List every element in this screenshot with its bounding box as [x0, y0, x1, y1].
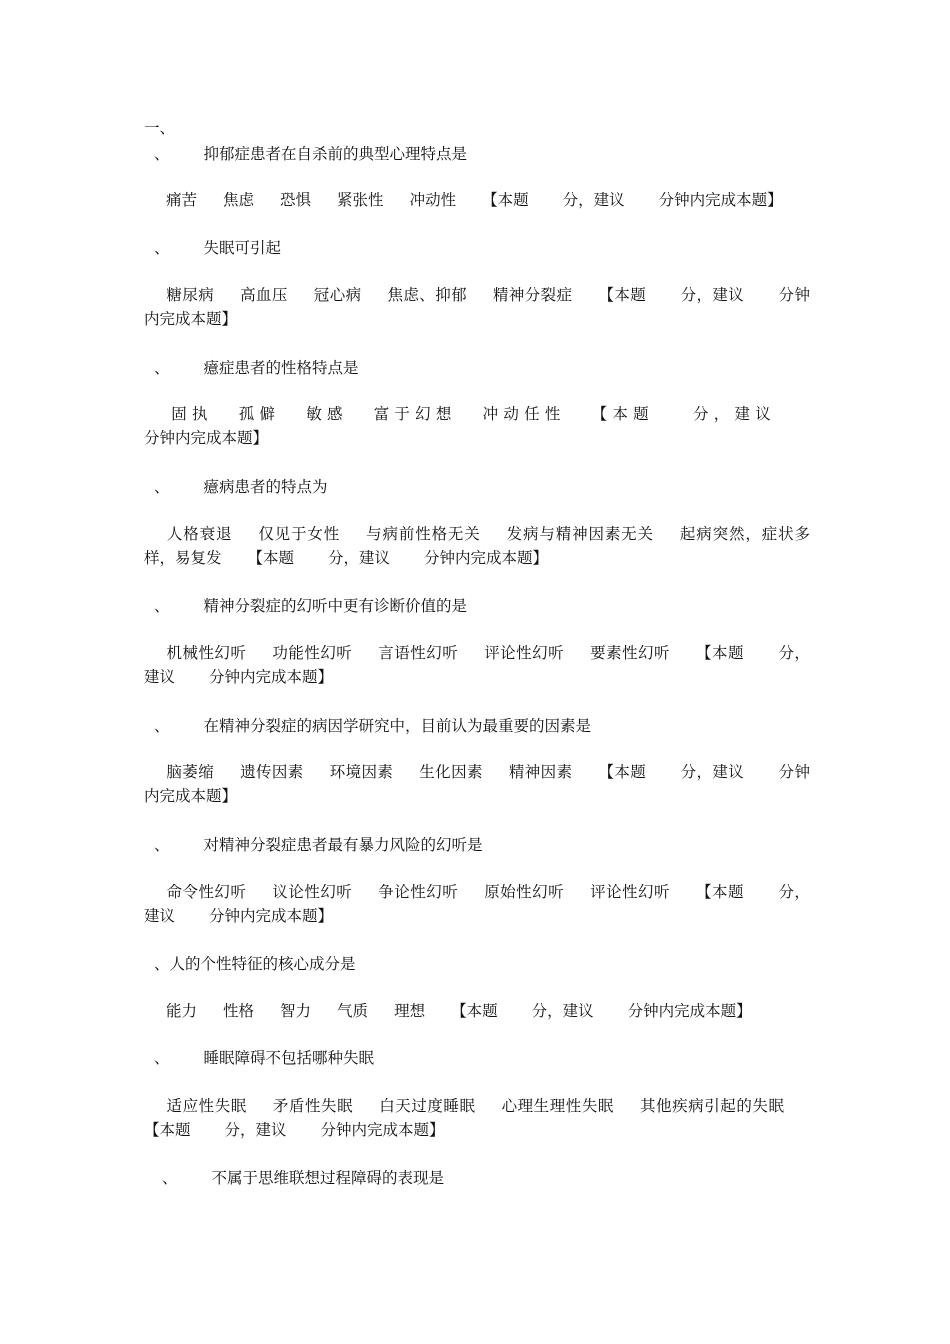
question-options	[144, 402, 810, 450]
score-note-mid: 分，建议	[531, 1002, 594, 1020]
score-note-close: 分钟内完成本题】	[320, 1121, 445, 1139]
question-options	[144, 283, 810, 331]
score-note-open: 【本题	[482, 191, 529, 209]
option: 起病突然，症状多样，易复发	[144, 525, 810, 567]
option: 冲动任性	[482, 405, 566, 423]
option: 矛盾性失眠	[272, 1097, 354, 1115]
option: 性格	[223, 1002, 255, 1020]
option: 精神因素	[508, 763, 573, 781]
score-note-open: 【本题	[598, 763, 647, 781]
option: 发病与精神因素无关	[506, 525, 654, 543]
score-note-open: 【本题	[451, 1002, 498, 1020]
question-text: 在精神分裂症的病因学研究中，目前认为最重要的因素是	[203, 717, 592, 735]
option: 言语性幻听	[378, 644, 459, 662]
question-stem	[144, 714, 824, 738]
question-stem	[144, 142, 824, 166]
option: 冠心病	[313, 286, 362, 304]
question-text: 癔病患者的特点为	[203, 478, 328, 496]
score-note-mid: 分，建议	[680, 286, 745, 304]
option: 白天过度睡眠	[379, 1097, 476, 1115]
option: 痛苦	[166, 191, 198, 209]
option: 固执	[166, 405, 213, 423]
question-text: 癔症患者的性格特点是	[203, 359, 359, 377]
question-text: 精神分裂症的幻听中更有诊断价值的是	[203, 597, 468, 615]
option: 人格衰退	[166, 525, 233, 543]
question-text: 睡眠障碍不包括哪种失眠	[203, 1049, 375, 1067]
option: 敏感	[306, 405, 348, 423]
score-note-open: 【本题	[598, 286, 647, 304]
question-prefix: 、	[154, 145, 170, 163]
score-note-close: 分钟内完成本题】	[209, 668, 334, 686]
question-prefix: 、	[154, 836, 170, 854]
score-note-close: 分钟内完成本题】	[424, 549, 549, 567]
question-prefix: 、	[154, 478, 170, 496]
score-note-mid: 分，建议	[680, 763, 745, 781]
question-options	[144, 760, 810, 808]
option: 与病前性格无关	[366, 525, 481, 543]
score-note-open: 【本题	[591, 405, 654, 423]
score-note-close: 分钟内完成本题】	[144, 763, 810, 805]
question-options	[144, 522, 810, 570]
score-note-close: 分钟内完成本题】	[144, 429, 269, 447]
option: 孤僻	[238, 405, 281, 423]
option: 紧张性	[337, 191, 384, 209]
option: 其他疾病引起的失眠	[639, 1097, 784, 1115]
score-note-mid: 分，建议	[144, 644, 810, 686]
question-options	[144, 1094, 810, 1142]
option: 糖尿病	[166, 286, 215, 304]
option: 智力	[280, 1002, 312, 1020]
option: 适应性失眠	[166, 1097, 247, 1115]
question-text: 抑郁症患者在自杀前的典型心理特点是	[203, 145, 468, 163]
score-note-open: 【本题	[696, 883, 744, 901]
question-prefix: 、	[154, 597, 170, 615]
option: 评论性幻听	[590, 883, 671, 901]
option: 议论性幻听	[272, 883, 353, 901]
question-stem	[144, 1166, 824, 1190]
question-options	[144, 880, 810, 928]
score-note-open: 【本题	[696, 644, 744, 662]
option: 评论性幻听	[484, 644, 565, 662]
option: 精神分裂症	[492, 286, 573, 304]
option: 环境因素	[329, 763, 394, 781]
question-options	[144, 188, 810, 212]
question-stem	[144, 833, 824, 857]
question-stem	[144, 236, 824, 260]
option: 脑萎缩	[166, 763, 215, 781]
question-prefix: 、	[154, 239, 170, 257]
question-prefix: 、	[154, 359, 170, 377]
option: 恐惧	[280, 191, 312, 209]
option: 能力	[166, 1002, 198, 1020]
option: 焦虑	[223, 191, 255, 209]
score-note-mid: 分，建议	[144, 883, 810, 925]
option: 争论性幻听	[378, 883, 459, 901]
question-stem	[144, 475, 824, 499]
option: 高血压	[240, 286, 288, 304]
score-note-open: 【本题	[144, 1121, 191, 1139]
option: 命令性幻听	[166, 883, 247, 901]
question-prefix: 、	[162, 1169, 178, 1187]
option: 遗传因素	[240, 763, 304, 781]
option: 机械性幻听	[166, 644, 247, 662]
score-note-close: 分钟内完成本题】	[209, 907, 334, 925]
option: 理想	[394, 1002, 426, 1020]
option: 富于幻想	[373, 405, 457, 423]
option: 功能性幻听	[272, 644, 353, 662]
score-note-close: 分钟内完成本题】	[144, 286, 810, 328]
score-note-mid: 分，建议	[562, 191, 625, 209]
section-title: 一、	[144, 119, 176, 137]
score-note-close: 分钟内完成本题】	[627, 1002, 752, 1020]
question-prefix: 、	[154, 1049, 170, 1067]
option: 仅见于女性	[258, 525, 341, 543]
score-note-close: 分钟内完成本题】	[658, 191, 783, 209]
option: 心理生理性失眠	[501, 1097, 614, 1115]
score-note-mid: 分，建议	[687, 405, 776, 423]
question-text: 不属于思维联想过程障碍的表现是	[211, 1169, 445, 1187]
question-stem	[144, 1046, 824, 1070]
option: 气质	[337, 1002, 369, 1020]
question-prefix: 、	[154, 717, 170, 735]
option: 要素性幻听	[590, 644, 671, 662]
question-text: 失眠可引起	[203, 239, 282, 257]
question-stem	[144, 952, 824, 976]
option: 焦虑、抑郁	[387, 286, 467, 304]
score-note-mid: 分，建议	[328, 549, 391, 567]
question-options	[144, 999, 810, 1023]
option: 生化因素	[419, 763, 483, 781]
question-options	[144, 641, 810, 689]
question-stem	[144, 594, 824, 618]
question-text: 人的个性特征的核心成分是	[169, 955, 356, 973]
question-prefix: 、	[154, 955, 170, 973]
question-stem	[144, 356, 824, 380]
option: 原始性幻听	[484, 883, 565, 901]
question-text: 对精神分裂症患者最有暴力风险的幻听是	[203, 836, 483, 854]
score-note-open: 【本题	[247, 549, 295, 567]
option: 冲动性	[409, 191, 457, 209]
score-note-mid: 分，建议	[224, 1121, 287, 1139]
